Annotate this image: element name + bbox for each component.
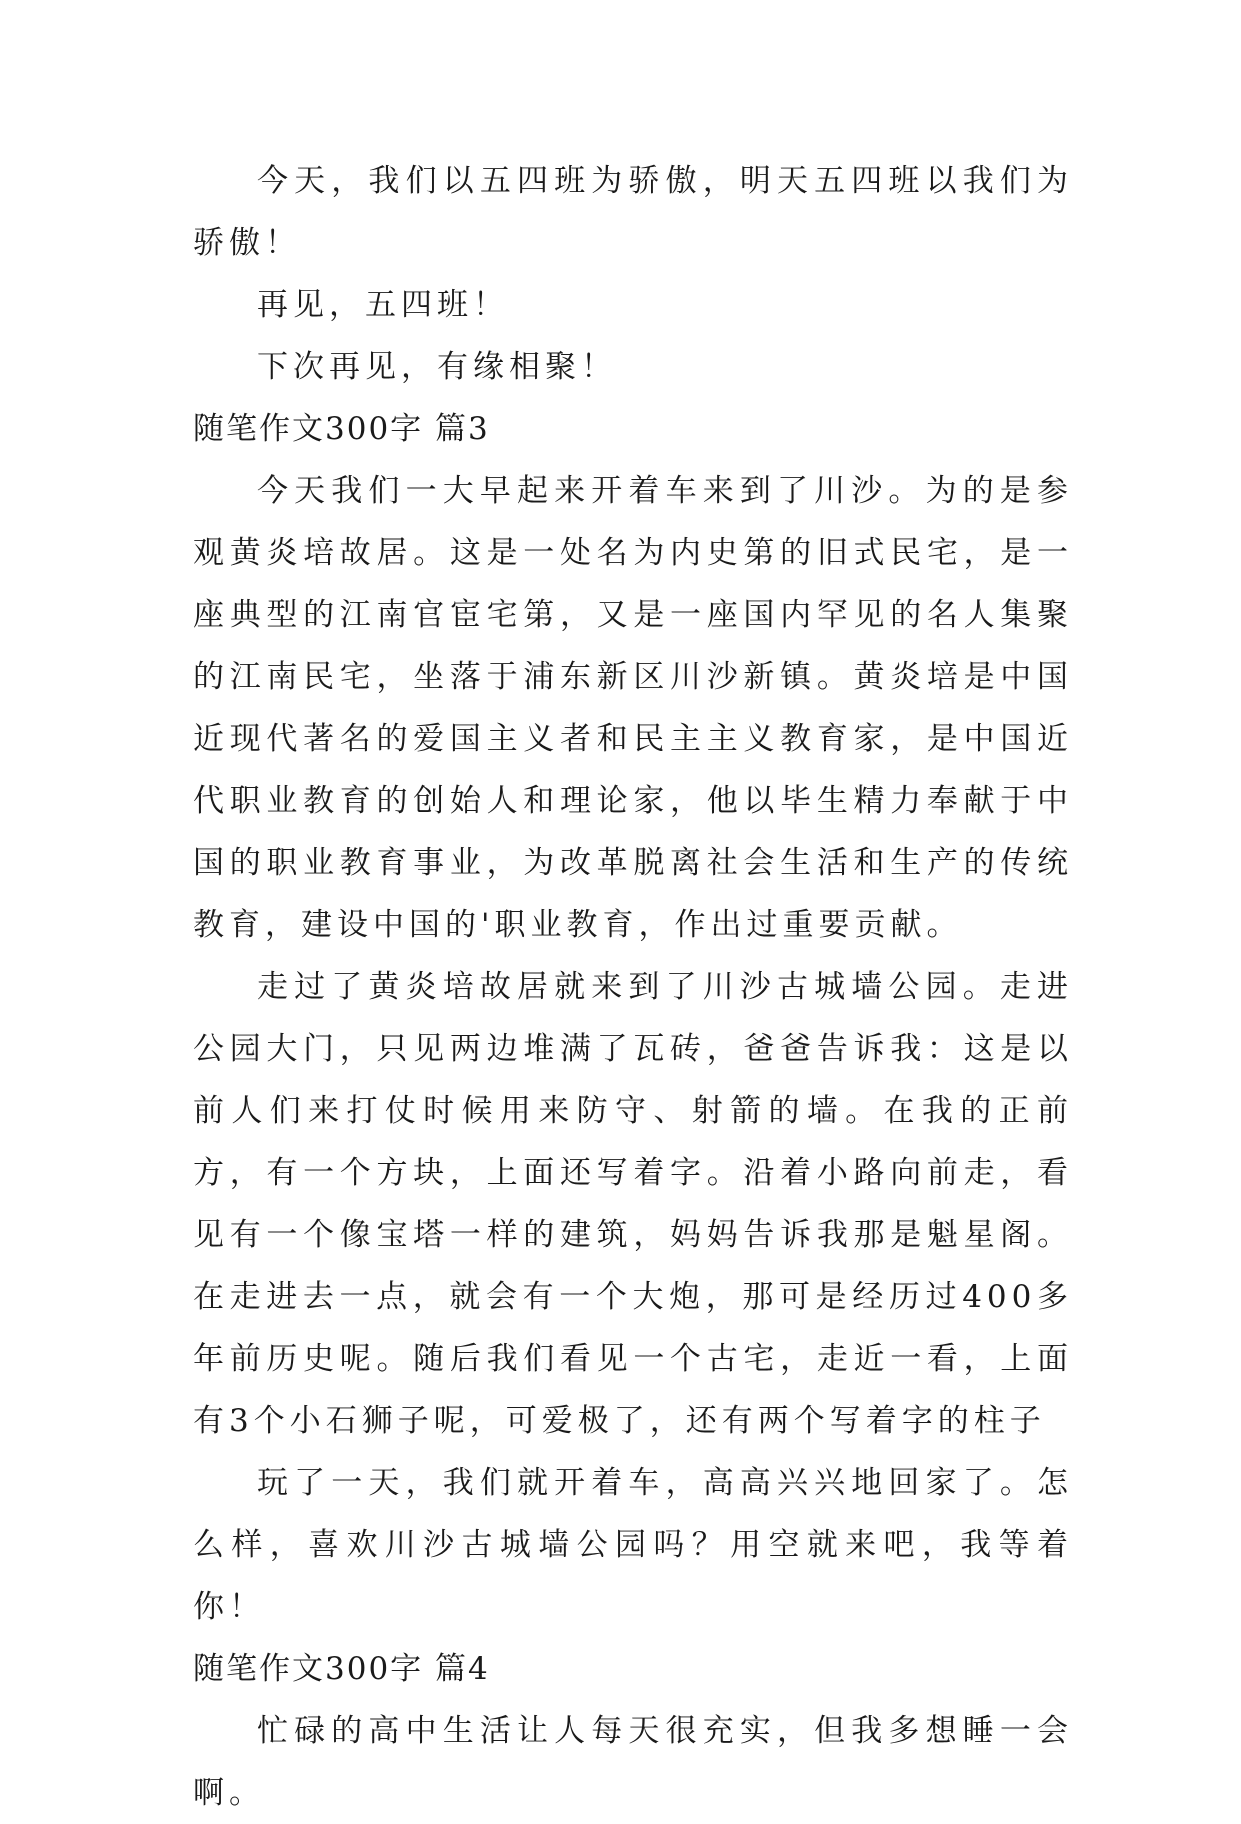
section-heading: 随笔作文300字 篇4 bbox=[193, 1651, 490, 1687]
paragraph: 忙碌的高中生活让人每天很充实，但我多想睡一会啊。 bbox=[193, 1713, 1073, 1811]
paragraph: 今天我们一大早起来开着车来到了川沙。为的是参观黄炎培故居。这是一处名为内史第的旧式民宅，是一座典型的江南官宦宅第，又是一座国内罕见的名人集聚的江南民宅，坐落于浦东新区川沙新镇。黄炎培是中国近现代著名的爱国主义者和民主主义教育家，是中国近代职业教育的创始人和理论家，他以毕生精力奉献于中国的职业教育事业，为改革脱离社会生活和生产的传统教育，建设中国的'职业教育，作出过重要贡献。 bbox=[193, 473, 1073, 943]
document-body bbox=[193, 150, 1073, 1824]
section-heading: 随笔作文300字 篇3 bbox=[193, 411, 490, 447]
paragraph: 今天，我们以五四班为骄傲，明天五四班以我们为骄傲！ bbox=[193, 163, 1073, 261]
paragraph: 下次再见，有缘相聚！ bbox=[257, 349, 617, 385]
paragraph: 玩了一天，我们就开着车，高高兴兴地回家了。怎么样，喜欢川沙古城墙公园吗？用空就来吧，我等着你！ bbox=[193, 1465, 1073, 1625]
paragraph: 走过了黄炎培故居就来到了川沙古城墙公园。走进公园大门，只见两边堆满了瓦砖，爸爸告诉我：这是以前人们来打仗时候用来防守、射箭的墙。在我的正前方，有一个方块，上面还写着字。沿着小路向前走，看见有一个像宝塔一样的建筑，妈妈告诉我那是魁星阁。在走进去一点，就会有一个大炮，那可是经历过400多年前历史呢。随后我们看见一个古宅，走近一看，上面有3个小石狮子呢，可爱极了，还有两个写着字的柱子 bbox=[193, 969, 1073, 1439]
paragraph: 再见，五四班！ bbox=[257, 287, 509, 323]
